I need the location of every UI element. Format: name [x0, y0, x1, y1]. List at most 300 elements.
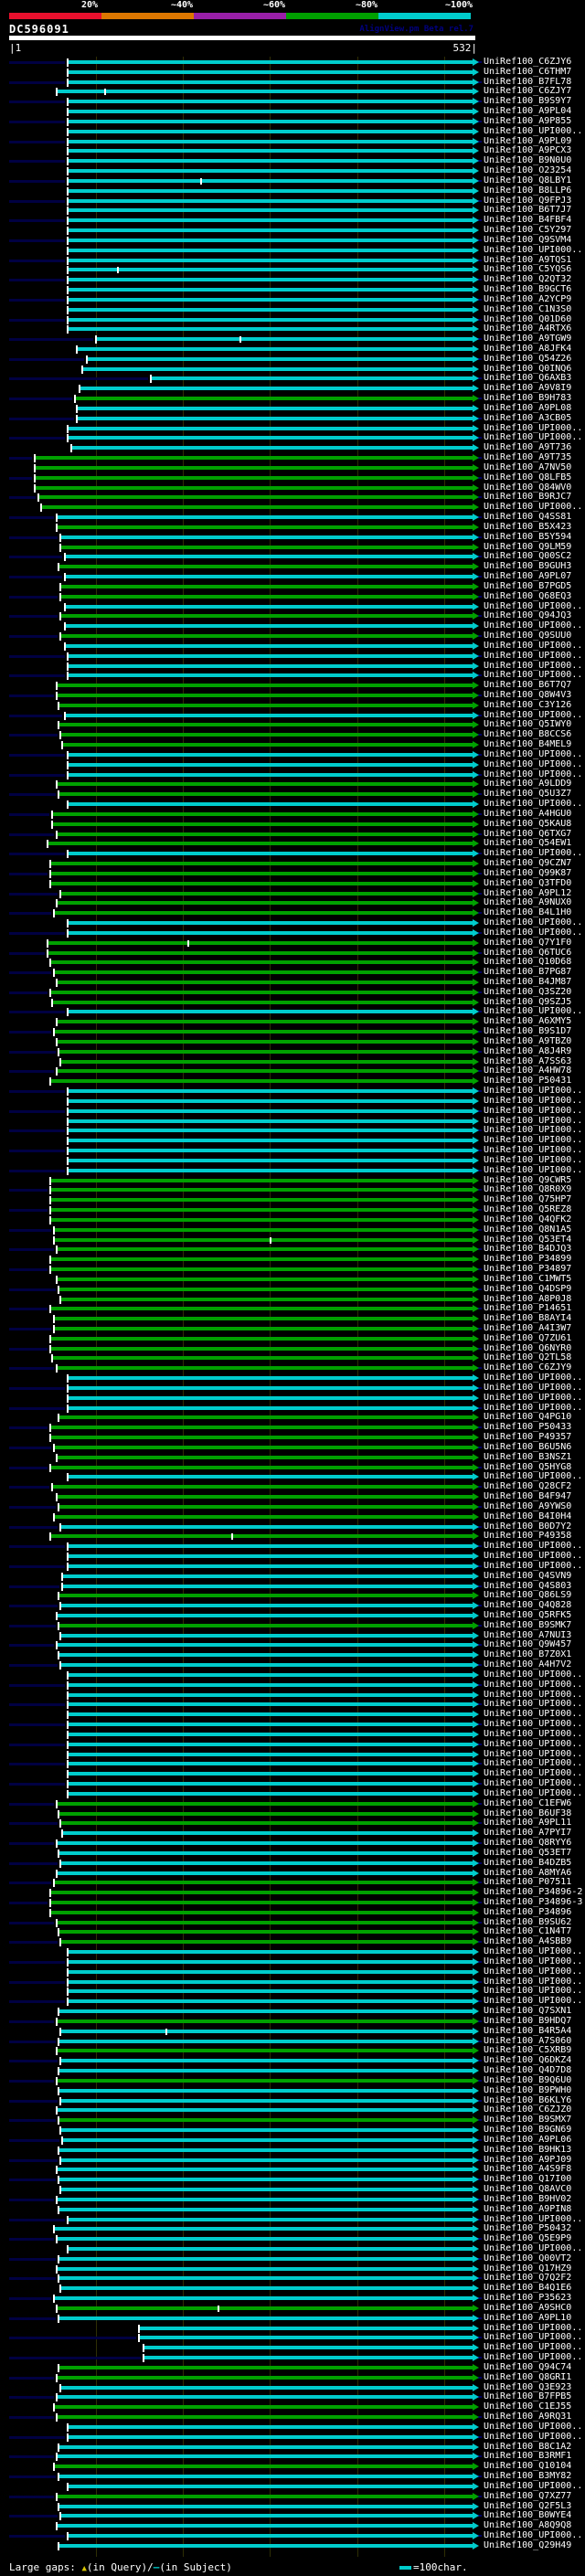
- hit-label[interactable]: UniRef100_Q5RFK5: [484, 1609, 572, 1620]
- hit-bar[interactable]: [63, 743, 473, 747]
- hit-label[interactable]: UniRef100_UPI000..: [484, 1105, 583, 1116]
- hit-bar[interactable]: [51, 1911, 473, 1914]
- hit-bar[interactable]: [78, 407, 473, 410]
- hit-bar[interactable]: [69, 1723, 473, 1726]
- hit-label[interactable]: UniRef100_Q2F5L3: [484, 2500, 572, 2511]
- hit-label[interactable]: UniRef100_B7FL78: [484, 76, 572, 87]
- hit-label[interactable]: UniRef100_A9YWS0: [484, 1500, 572, 1511]
- hit-bar[interactable]: [69, 1743, 473, 1746]
- hit-label[interactable]: UniRef100_B7PG87: [484, 967, 572, 978]
- hit-bar[interactable]: [69, 1980, 473, 1984]
- hit-bar[interactable]: [58, 2237, 473, 2241]
- hit-label[interactable]: UniRef100_UPI000..: [484, 1787, 583, 1798]
- hit-label[interactable]: UniRef100_UPI000..: [484, 1748, 583, 1759]
- hit-label[interactable]: UniRef100_A4HW78: [484, 1065, 572, 1076]
- hit-bar[interactable]: [53, 822, 473, 826]
- hit-bar[interactable]: [69, 70, 473, 74]
- hit-bar[interactable]: [58, 1841, 473, 1845]
- hit-bar[interactable]: [61, 2099, 473, 2103]
- hit-label[interactable]: UniRef100_C6ZJZ0: [484, 2104, 572, 2115]
- hit-bar[interactable]: [61, 1525, 473, 1529]
- hit-bar[interactable]: [69, 1396, 473, 1400]
- hit-label[interactable]: UniRef100_Q3SZ20: [484, 986, 572, 997]
- hit-bar[interactable]: [51, 1307, 473, 1310]
- hit-bar[interactable]: [69, 169, 473, 173]
- hit-bar[interactable]: [69, 1989, 473, 1993]
- hit-bar[interactable]: [61, 2386, 473, 2390]
- hit-bar[interactable]: [61, 2059, 473, 2062]
- hit-bar[interactable]: [59, 2040, 473, 2043]
- hit-label[interactable]: UniRef100_B3RMF1: [484, 2451, 572, 2462]
- hit-label[interactable]: UniRef100_UPI000..: [484, 1728, 583, 1739]
- hit-bar[interactable]: [69, 110, 473, 113]
- hit-label[interactable]: UniRef100_A8J4R9: [484, 1045, 572, 1056]
- hit-label[interactable]: UniRef100_UPI000..: [484, 1946, 583, 1957]
- hit-label[interactable]: UniRef100_B6KLY6: [484, 2094, 572, 2105]
- hit-bar[interactable]: [63, 1831, 473, 1835]
- hit-label[interactable]: UniRef100_UPI000..: [484, 2530, 583, 2540]
- hit-label[interactable]: UniRef100_Q9FPJ3: [484, 195, 572, 206]
- hit-bar[interactable]: [66, 605, 473, 609]
- hit-label[interactable]: UniRef100_B9SMX7: [484, 2115, 572, 2125]
- hit-label[interactable]: UniRef100_UPI000..: [484, 1164, 583, 1175]
- hit-label[interactable]: UniRef100_A9SHC0: [484, 2302, 572, 2313]
- hit-bar[interactable]: [69, 318, 473, 322]
- hit-bar[interactable]: [61, 1060, 473, 1064]
- hit-bar[interactable]: [78, 417, 473, 420]
- hit-label[interactable]: UniRef100_Q8R0X9: [484, 1184, 572, 1195]
- hit-bar[interactable]: [51, 1257, 473, 1261]
- hit-bar[interactable]: [61, 892, 473, 896]
- hit-bar[interactable]: [59, 1415, 473, 1419]
- hit-label[interactable]: UniRef100_B4DZB5: [484, 1857, 572, 1868]
- hit-label[interactable]: UniRef100_C6ZJY9: [484, 1362, 572, 1373]
- hit-label[interactable]: UniRef100_UPI000..: [484, 244, 583, 255]
- hit-label[interactable]: UniRef100_P34896-3: [484, 1897, 583, 1907]
- hit-bar[interactable]: [58, 1366, 473, 1370]
- hit-bar[interactable]: [51, 1436, 473, 1439]
- hit-label[interactable]: UniRef100_C6ZJY7: [484, 86, 572, 97]
- hit-label[interactable]: UniRef100_B0D7Y2: [484, 1521, 572, 1532]
- hit-label[interactable]: UniRef100_Q01D60: [484, 313, 572, 324]
- hit-bar[interactable]: [51, 1426, 473, 1429]
- hit-bar[interactable]: [69, 1782, 473, 1786]
- hit-label[interactable]: UniRef100_Q17HZ9: [484, 2263, 572, 2274]
- hit-label[interactable]: UniRef100_Q5HYG8: [484, 1461, 572, 1472]
- hit-bar[interactable]: [48, 951, 473, 955]
- hit-label[interactable]: UniRef100_P50433: [484, 1422, 572, 1433]
- hit-bar[interactable]: [59, 2544, 473, 2548]
- hit-label[interactable]: UniRef100_UPI000..: [484, 2480, 583, 2491]
- hit-label[interactable]: UniRef100_UPI000..: [484, 1551, 583, 1562]
- hit-bar[interactable]: [61, 1861, 473, 1865]
- hit-label[interactable]: UniRef100_B6UF38: [484, 1807, 572, 1818]
- hit-bar[interactable]: [55, 1327, 473, 1330]
- hit-bar[interactable]: [69, 1149, 473, 1152]
- hit-label[interactable]: UniRef100_Q5IWY0: [484, 719, 572, 730]
- hit-bar[interactable]: [69, 931, 473, 935]
- hit-bar[interactable]: [61, 585, 473, 588]
- hit-bar[interactable]: [59, 2178, 473, 2181]
- hit-label[interactable]: UniRef100_Q10D68: [484, 957, 572, 968]
- hit-label[interactable]: UniRef100_A9PL06: [484, 2134, 572, 2145]
- hit-bar[interactable]: [59, 1653, 473, 1657]
- hit-bar[interactable]: [51, 862, 473, 865]
- hit-label[interactable]: UniRef100_P49358: [484, 1531, 572, 1542]
- hit-label[interactable]: UniRef100_Q4DSP9: [484, 1283, 572, 1294]
- hit-label[interactable]: UniRef100_A8Q9Q8: [484, 2520, 572, 2531]
- hit-bar[interactable]: [36, 466, 473, 470]
- hit-bar[interactable]: [55, 911, 473, 915]
- hit-label[interactable]: UniRef100_A7S060: [484, 2035, 572, 2046]
- hit-label[interactable]: UniRef100_B8LLP6: [484, 185, 572, 196]
- hit-bar[interactable]: [69, 268, 473, 271]
- hit-bar[interactable]: [59, 1288, 473, 1291]
- hit-bar[interactable]: [61, 2158, 473, 2162]
- hit-bar[interactable]: [69, 2425, 473, 2429]
- hit-bar[interactable]: [61, 1821, 473, 1825]
- hit-bar[interactable]: [59, 2316, 473, 2320]
- hit-bar[interactable]: [58, 2019, 473, 2023]
- hit-bar[interactable]: [55, 1881, 473, 1884]
- hit-label[interactable]: UniRef100_Q9SUU0: [484, 631, 572, 641]
- hit-label[interactable]: UniRef100_A3CB05: [484, 412, 572, 423]
- hit-bar[interactable]: [59, 792, 473, 796]
- hit-label[interactable]: UniRef100_UPI000..: [484, 2352, 583, 2363]
- hit-label[interactable]: UniRef100_UPI000..: [484, 848, 583, 859]
- hit-label[interactable]: UniRef100_A7NV50: [484, 461, 572, 472]
- hit-label[interactable]: UniRef100_A4HGU0: [484, 808, 572, 819]
- hit-bar[interactable]: [58, 90, 473, 93]
- hit-label[interactable]: UniRef100_B9GCT6: [484, 284, 572, 295]
- hit-bar[interactable]: [55, 1238, 473, 1242]
- hit-label[interactable]: UniRef100_UPI000..: [484, 125, 583, 136]
- hit-bar[interactable]: [51, 1079, 473, 1083]
- hit-bar[interactable]: [59, 2069, 473, 2072]
- hit-bar[interactable]: [53, 1001, 473, 1004]
- hit-label[interactable]: UniRef100_B4R5A4: [484, 2025, 572, 2036]
- hit-bar[interactable]: [51, 1179, 473, 1182]
- hit-bar[interactable]: [97, 337, 473, 341]
- hit-bar[interactable]: [69, 1792, 473, 1796]
- hit-bar[interactable]: [69, 802, 473, 806]
- hit-bar[interactable]: [51, 1337, 473, 1341]
- hit-label[interactable]: UniRef100_UPI000..: [484, 917, 583, 928]
- hit-bar[interactable]: [58, 694, 473, 697]
- hit-bar[interactable]: [69, 2218, 473, 2221]
- hit-bar[interactable]: [76, 397, 473, 400]
- hit-bar[interactable]: [69, 2534, 473, 2538]
- hit-bar[interactable]: [69, 1564, 473, 1568]
- hit-bar[interactable]: [61, 2188, 473, 2191]
- hit-label[interactable]: UniRef100_UPI000..: [484, 1154, 583, 1165]
- hit-label[interactable]: UniRef100_B9GUH3: [484, 561, 572, 572]
- hit-label[interactable]: UniRef100_B3MY82: [484, 2471, 572, 2482]
- hit-bar[interactable]: [51, 1901, 473, 1904]
- hit-label[interactable]: UniRef100_C1MWT5: [484, 1273, 572, 1284]
- hit-label[interactable]: UniRef100_A9TBZ0: [484, 1035, 572, 1046]
- hit-bar[interactable]: [69, 1099, 473, 1103]
- hit-label[interactable]: UniRef100_UPI000..: [484, 1699, 583, 1710]
- hit-bar[interactable]: [58, 1802, 473, 1806]
- hit-label[interactable]: UniRef100_UPI000..: [484, 1758, 583, 1769]
- hit-label[interactable]: UniRef100_Q9CWR5: [484, 1174, 572, 1185]
- hit-bar[interactable]: [66, 714, 473, 717]
- hit-label[interactable]: UniRef100_UPI000..: [484, 422, 583, 433]
- hit-label[interactable]: UniRef100_UPI000..: [484, 1086, 583, 1097]
- hit-bar[interactable]: [55, 2296, 473, 2300]
- hit-label[interactable]: UniRef100_Q3TFD0: [484, 877, 572, 888]
- hit-label[interactable]: UniRef100_A7NUI3: [484, 1629, 572, 1640]
- hit-bar[interactable]: [69, 130, 473, 133]
- hit-bar[interactable]: [58, 2168, 473, 2171]
- hit-bar[interactable]: [69, 1544, 473, 1548]
- hit-bar[interactable]: [51, 1218, 473, 1222]
- hit-bar[interactable]: [51, 882, 473, 885]
- hit-label[interactable]: UniRef100_Q9CZN7: [484, 858, 572, 869]
- hit-bar[interactable]: [69, 436, 473, 440]
- hit-bar[interactable]: [51, 1466, 473, 1469]
- hit-bar[interactable]: [69, 249, 473, 252]
- hit-label[interactable]: UniRef100_C1N4T7: [484, 1926, 572, 1937]
- hit-bar[interactable]: [59, 2148, 473, 2152]
- hit-label[interactable]: UniRef100_UPI000..: [484, 1996, 583, 2007]
- hit-bar[interactable]: [69, 1753, 473, 1756]
- hit-label[interactable]: UniRef100_UPI000..: [484, 1115, 583, 1126]
- hit-bar[interactable]: [69, 199, 473, 203]
- hit-label[interactable]: UniRef100_A9PL08: [484, 402, 572, 413]
- hit-label[interactable]: UniRef100_P34896-2: [484, 1887, 583, 1898]
- hit-bar[interactable]: [63, 1574, 473, 1578]
- hit-bar[interactable]: [55, 2227, 473, 2231]
- hit-bar[interactable]: [51, 1534, 473, 1538]
- hit-label[interactable]: UniRef100_Q54Z26: [484, 353, 572, 364]
- hit-label[interactable]: UniRef100_Q5REZ8: [484, 1204, 572, 1215]
- hit-label[interactable]: UniRef100_B9N0U0: [484, 155, 572, 166]
- hit-bar[interactable]: [58, 1247, 473, 1251]
- hit-label[interactable]: UniRef100_UPI000..: [484, 1145, 583, 1156]
- hit-bar[interactable]: [58, 782, 473, 786]
- hit-label[interactable]: UniRef100_Q28CF2: [484, 1481, 572, 1492]
- hit-label[interactable]: UniRef100_A9PL11: [484, 1818, 572, 1829]
- hit-bar[interactable]: [58, 1921, 473, 1924]
- hit-label[interactable]: UniRef100_B9HV02: [484, 2193, 572, 2204]
- hit-label[interactable]: UniRef100_Q00SC2: [484, 551, 572, 562]
- hit-label[interactable]: UniRef100_B4DJQ3: [484, 1244, 572, 1255]
- hit-bar[interactable]: [48, 842, 473, 845]
- hit-bar[interactable]: [69, 80, 473, 84]
- hit-label[interactable]: UniRef100_B4I0H4: [484, 1511, 572, 1521]
- hit-bar[interactable]: [59, 2475, 473, 2478]
- hit-label[interactable]: UniRef100_UPI000..: [484, 600, 583, 611]
- hit-bar[interactable]: [59, 2366, 473, 2369]
- hit-label[interactable]: UniRef100_UPI000..: [484, 660, 583, 671]
- hit-label[interactable]: UniRef100_A9PL12: [484, 887, 572, 898]
- hit-label[interactable]: UniRef100_Q2TL58: [484, 1352, 572, 1363]
- hit-bar[interactable]: [58, 2524, 473, 2528]
- hit-bar[interactable]: [69, 763, 473, 767]
- hit-label[interactable]: UniRef100_B9RJC7: [484, 492, 572, 503]
- hit-bar[interactable]: [69, 773, 473, 777]
- hit-label[interactable]: UniRef100_Q9W457: [484, 1639, 572, 1650]
- hit-label[interactable]: UniRef100_B9PWH0: [484, 2084, 572, 2095]
- hit-bar[interactable]: [58, 2495, 473, 2498]
- hit-bar[interactable]: [42, 505, 473, 509]
- hit-bar[interactable]: [88, 357, 473, 361]
- hit-label[interactable]: UniRef100_B9HK13: [484, 2144, 572, 2155]
- hit-bar[interactable]: [69, 2435, 473, 2439]
- hit-bar[interactable]: [69, 327, 473, 331]
- hit-label[interactable]: UniRef100_UPI000..: [484, 670, 583, 681]
- hit-label[interactable]: UniRef100_Q4QFK2: [484, 1214, 572, 1224]
- hit-bar[interactable]: [69, 1693, 473, 1697]
- hit-bar[interactable]: [69, 60, 473, 64]
- hit-bar[interactable]: [61, 1663, 473, 1667]
- hit-bar[interactable]: [58, 901, 473, 905]
- hit-bar[interactable]: [69, 1129, 473, 1132]
- hit-bar[interactable]: [66, 644, 473, 648]
- hit-bar[interactable]: [69, 664, 473, 668]
- hit-label[interactable]: UniRef100_C6ZJY6: [484, 57, 572, 67]
- hit-bar[interactable]: [59, 2208, 473, 2211]
- hit-label[interactable]: UniRef100_B7PGD5: [484, 580, 572, 591]
- hit-label[interactable]: UniRef100_UPI000..: [484, 1402, 583, 1413]
- hit-bar[interactable]: [61, 614, 473, 618]
- hit-label[interactable]: UniRef100_C5Y297: [484, 225, 572, 236]
- hit-bar[interactable]: [61, 546, 473, 549]
- hit-label[interactable]: UniRef100_B4Q1E6: [484, 2283, 572, 2294]
- hit-label[interactable]: UniRef100_B4JM87: [484, 977, 572, 987]
- hit-label[interactable]: UniRef100_B7FPB5: [484, 2391, 572, 2402]
- hit-label[interactable]: UniRef100_Q68EQ3: [484, 590, 572, 601]
- hit-bar[interactable]: [61, 2030, 473, 2033]
- hit-bar[interactable]: [58, 1871, 473, 1875]
- hit-bar[interactable]: [69, 1970, 473, 1974]
- hit-bar[interactable]: [69, 228, 473, 232]
- hit-label[interactable]: UniRef100_Q7Q2F2: [484, 2273, 572, 2284]
- hit-bar[interactable]: [55, 1317, 473, 1320]
- hit-bar[interactable]: [69, 673, 473, 677]
- hit-bar[interactable]: [69, 1139, 473, 1142]
- hit-label[interactable]: UniRef100_B4FBF4: [484, 215, 572, 226]
- hit-bar[interactable]: [59, 1930, 473, 1934]
- hit-label[interactable]: UniRef100_Q6TUC6: [484, 947, 572, 958]
- hit-bar[interactable]: [61, 595, 473, 599]
- hit-bar[interactable]: [61, 1298, 473, 1301]
- hit-label[interactable]: UniRef100_C3Y126: [484, 699, 572, 710]
- hit-label[interactable]: UniRef100_B6T7J7: [484, 205, 572, 216]
- hit-bar[interactable]: [69, 1376, 473, 1380]
- hit-label[interactable]: UniRef100_Q8AVC0: [484, 2184, 572, 2195]
- hit-label[interactable]: UniRef100_Q54EW1: [484, 838, 572, 849]
- hit-label[interactable]: UniRef100_UPI000..: [484, 1689, 583, 1700]
- hit-bar[interactable]: [58, 2079, 473, 2083]
- hit-bar[interactable]: [58, 2198, 473, 2201]
- hit-bar[interactable]: [51, 1891, 473, 1894]
- hit-bar[interactable]: [69, 1999, 473, 2003]
- hit-label[interactable]: UniRef100_A9LDD9: [484, 779, 572, 790]
- hit-label[interactable]: UniRef100_UPI000..: [484, 1976, 583, 1987]
- hit-label[interactable]: UniRef100_B0WYE4: [484, 2510, 572, 2521]
- hit-bar[interactable]: [58, 981, 473, 984]
- hit-bar[interactable]: [51, 1198, 473, 1202]
- hit-label[interactable]: UniRef100_P34899: [484, 1254, 572, 1265]
- hit-bar[interactable]: [58, 1643, 473, 1647]
- hit-bar[interactable]: [59, 1624, 473, 1627]
- hit-label[interactable]: UniRef100_UPI000..: [484, 1719, 583, 1730]
- hit-bar[interactable]: [69, 1702, 473, 1706]
- hit-bar[interactable]: [58, 832, 473, 836]
- hit-label[interactable]: UniRef100_C1EFW6: [484, 1797, 572, 1808]
- hit-label[interactable]: UniRef100_Q99K87: [484, 867, 572, 878]
- hit-label[interactable]: UniRef100_B9S1D7: [484, 1026, 572, 1037]
- hit-label[interactable]: UniRef100_UPI000..: [484, 748, 583, 759]
- hit-label[interactable]: UniRef100_Q94C74: [484, 2361, 572, 2372]
- hit-bar[interactable]: [58, 1020, 473, 1023]
- hit-label[interactable]: UniRef100_B4F947: [484, 1491, 572, 1502]
- hit-bar[interactable]: [69, 852, 473, 855]
- hit-label[interactable]: UniRef100_Q8LFB5: [484, 472, 572, 482]
- hit-bar[interactable]: [58, 515, 473, 519]
- hit-bar[interactable]: [69, 1960, 473, 1964]
- hit-label[interactable]: UniRef100_A9PIN8: [484, 2203, 572, 2214]
- hit-label[interactable]: UniRef100_UPI000..: [484, 1382, 583, 1393]
- hit-label[interactable]: UniRef100_A9PL04: [484, 106, 572, 117]
- hit-bar[interactable]: [59, 1594, 473, 1597]
- hit-bar[interactable]: [51, 1208, 473, 1212]
- hit-label[interactable]: UniRef100_A8P0J8: [484, 1293, 572, 1304]
- hit-label[interactable]: UniRef100_A9NUX0: [484, 897, 572, 908]
- hit-label[interactable]: UniRef100_Q7Y1F0: [484, 937, 572, 948]
- hit-bar[interactable]: [58, 2454, 473, 2458]
- hit-label[interactable]: UniRef100_A6XMY5: [484, 1016, 572, 1027]
- hit-bar[interactable]: [78, 347, 473, 351]
- hit-bar[interactable]: [59, 565, 473, 568]
- hit-label[interactable]: UniRef100_UPI000..: [484, 1956, 583, 1966]
- hit-label[interactable]: UniRef100_B5Y594: [484, 531, 572, 542]
- hit-label[interactable]: UniRef100_B8AYI4: [484, 1313, 572, 1324]
- hit-bar[interactable]: [58, 2049, 473, 2052]
- hit-bar[interactable]: [55, 970, 473, 974]
- hit-label[interactable]: UniRef100_UPI000..: [484, 1471, 583, 1482]
- hit-label[interactable]: UniRef100_Q5E9P9: [484, 2233, 572, 2244]
- hit-label[interactable]: UniRef100_A4SBB9: [484, 1936, 572, 1947]
- hit-bar[interactable]: [69, 2485, 473, 2488]
- hit-label[interactable]: UniRef100_UPI000..: [484, 1373, 583, 1383]
- hit-label[interactable]: UniRef100_A4RTX6: [484, 323, 572, 334]
- hit-label[interactable]: UniRef100_Q3E923: [484, 2381, 572, 2392]
- hit-label[interactable]: UniRef100_B5X423: [484, 521, 572, 532]
- hit-label[interactable]: UniRef100_P34896: [484, 1906, 572, 1917]
- hit-label[interactable]: UniRef100_Q5KAU8: [484, 818, 572, 829]
- hit-bar[interactable]: [61, 733, 473, 737]
- hit-bar[interactable]: [66, 555, 473, 558]
- hit-label[interactable]: UniRef100_Q8LBY1: [484, 175, 572, 186]
- hit-bar[interactable]: [59, 1812, 473, 1816]
- hit-label[interactable]: UniRef100_A9PL09: [484, 135, 572, 146]
- hit-label[interactable]: UniRef100_Q0INQ6: [484, 363, 572, 374]
- hit-bar[interactable]: [69, 1772, 473, 1776]
- hit-label[interactable]: UniRef100_P50432: [484, 2223, 572, 2234]
- hit-bar[interactable]: [59, 2445, 473, 2449]
- hit-label[interactable]: UniRef100_C1N3S0: [484, 303, 572, 314]
- hit-bar[interactable]: [58, 2415, 473, 2419]
- hit-bar[interactable]: [69, 239, 473, 242]
- hit-bar[interactable]: [144, 2346, 473, 2349]
- hit-label[interactable]: UniRef100_UPI000..: [484, 709, 583, 720]
- hit-bar[interactable]: [69, 1762, 473, 1765]
- hit-bar[interactable]: [61, 2128, 473, 2132]
